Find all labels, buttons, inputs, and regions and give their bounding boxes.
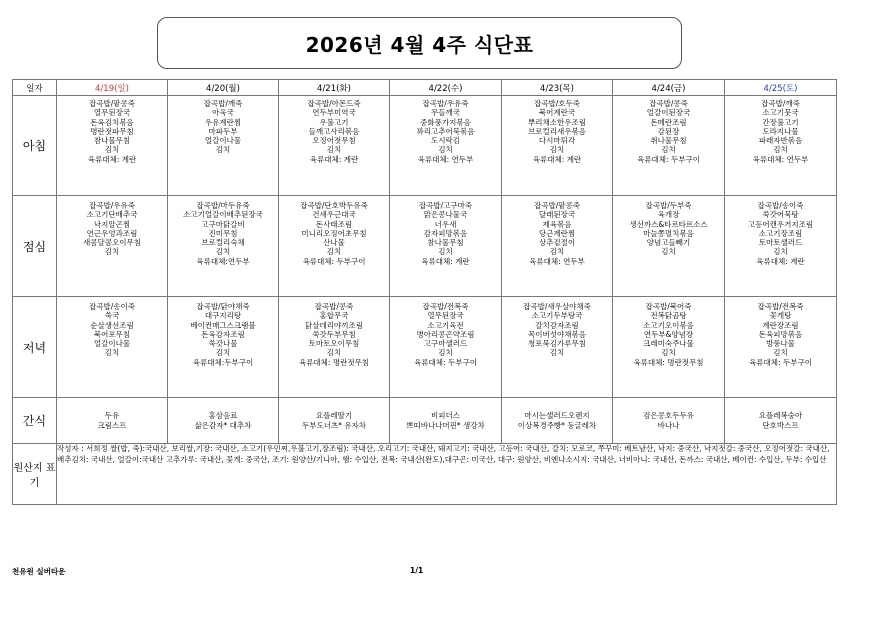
meal-row [13, 297, 837, 398]
day-header: 4/23(목) [502, 80, 613, 96]
menu-item: 이상복경주빵* 둥글레차 [517, 420, 597, 430]
menu-item: 너우새 [434, 219, 457, 229]
menu-item: 육류대체: 계란 [309, 154, 359, 164]
menu-item: 육류대체:연두부 [196, 256, 250, 266]
menu-item: 소고기장조림 [758, 228, 803, 238]
meal-label: 저녁 [13, 297, 57, 398]
menu-item: 잡곡밥/새우살야채죽 [523, 302, 591, 311]
menu-item: 잡곡밥/깨죽 [761, 99, 800, 108]
menu-item: 도라지나물 [762, 126, 799, 136]
menu-item: 두부도너츠* 유자차 [301, 420, 367, 430]
menu-item: 북어계란국 [538, 108, 576, 118]
menu-item: 파래자반볶음 [758, 136, 803, 146]
menu-item: 꽈리고추어묵볶음 [416, 126, 475, 136]
menu-item: 돈메란조림 [650, 117, 687, 127]
menu-item: 잡곡밥/호두죽 [534, 99, 580, 108]
menu-item: 토마토샐러드 [758, 238, 803, 248]
menu-item: 간장불고기 [762, 117, 799, 127]
menu-cell [390, 96, 502, 196]
menu-item: 육류대체: 두부구이 [637, 154, 700, 164]
menu-cell [502, 297, 613, 398]
menu-item: 상추겉절이 [538, 238, 576, 248]
menu-cell [168, 297, 279, 398]
menu-cell [279, 297, 390, 398]
menu-item: 생선까스&타르타르소스 [629, 219, 708, 229]
menu-item: 열무된장국 [427, 311, 464, 321]
menu-item: 맑은콩나물국 [423, 210, 468, 220]
footer-org: 천유원 실버타운 [12, 567, 66, 576]
menu-item: 병아리콩곤약조림 [416, 329, 475, 339]
menu-item: 순살생선조림 [90, 320, 134, 330]
menu-item: 열무된장국 [93, 108, 131, 118]
menu-item: 육류대체: 두부구이 [749, 357, 812, 367]
menu-item: 진미무침 [208, 228, 238, 238]
menu-cell [279, 398, 390, 444]
menu-item: 돈육김치볶음 [90, 117, 134, 127]
menu-cell [390, 196, 502, 297]
menu-cell [613, 96, 725, 196]
menu-item: 김치 [326, 145, 342, 155]
title-box [157, 17, 682, 69]
origin-label: 원산지 표기 [13, 444, 57, 505]
menu-item: 목이버섯야채볶음 [528, 329, 586, 339]
meal-table [12, 79, 837, 505]
menu-item: 달래된장국 [538, 210, 576, 220]
menu-item: 잡곡밥/송이죽 [757, 201, 804, 210]
menu-item: 크래미숙주나물 [643, 339, 694, 349]
menu-item: 육류대체: 명란젓무침 [298, 357, 370, 367]
menu-item: 육류대체:두부구이 [192, 357, 254, 367]
menu-item: 마시는샐러드오렌지 [524, 411, 590, 421]
menu-cell [168, 398, 279, 444]
menu-item: 잡곡밥/송이죽 [89, 302, 135, 311]
menu-item: 육류대체: 연두부 [529, 256, 585, 266]
menu-item: 중화풍가지볶음 [420, 117, 471, 127]
menu-item: 잡곡밥/북어죽 [645, 302, 692, 311]
menu-item: 홍합무국 [319, 311, 349, 321]
menu-item: 우유계란찜 [204, 117, 242, 127]
menu-item: 김치 [661, 348, 676, 358]
menu-item: 새콤달콤오이무침 [83, 238, 141, 248]
menu-cell [279, 196, 390, 297]
menu-item: 얼갈이된장국 [646, 108, 691, 118]
menu-item: 아욱국 [212, 108, 234, 118]
menu-item: 제육볶음 [542, 219, 572, 229]
menu-item: 낙지알곤찜 [93, 219, 131, 229]
menu-item: 우불고기 [319, 117, 349, 127]
day-header: 4/25(토) [725, 80, 837, 96]
menu-item: 마파두부 [208, 126, 238, 136]
menu-item: 육류대체: 연두부 [417, 154, 474, 164]
origin-row [13, 444, 837, 505]
menu-item: 마늘쫑멸치볶음 [643, 228, 694, 238]
menu-item: 김치 [215, 348, 231, 358]
menu-item: 토마토오이무침 [308, 339, 360, 349]
page-title: 2026년 4월 4주 식단표 [305, 32, 534, 57]
menu-item: 무들깨국 [431, 108, 460, 118]
menu-item: 당근계란찜 [538, 228, 576, 238]
menu-item: 양념고들빼기 [646, 238, 691, 248]
menu-item: 소고기단배추국 [86, 210, 138, 220]
menu-item: 육개장 [657, 210, 680, 220]
menu-item: 꽃게탕 [769, 311, 792, 321]
menu-item: 소고기육전 [427, 320, 464, 330]
meal-row [13, 398, 837, 444]
day-header: 4/19(일) [57, 80, 168, 96]
menu-item: 돈사태조림 [315, 219, 353, 229]
menu-item: 산나물 [323, 238, 345, 248]
menu-item: 얼갈이나물 [93, 339, 131, 349]
menu-item: 잡곡밥/닭야채죽 [196, 302, 250, 311]
menu-item: 베이컨매그스크램블 [190, 320, 256, 330]
menu-item: 잡곡밥/전복죽 [757, 302, 804, 311]
menu-item: 김치 [549, 348, 565, 358]
menu-item: 뿌리채소한우조림 [528, 117, 586, 127]
menu-item: 고등어캔우거지조림 [747, 219, 814, 229]
page-number: 1/1 [410, 566, 424, 575]
menu-item: 김치 [104, 348, 120, 358]
menu-item: 홍삼음료 [208, 411, 238, 421]
menu-item: 육류대체: 계란 [421, 256, 470, 266]
menu-item: 김치 [549, 145, 565, 155]
menu-item: 청포묵김가루무침 [528, 339, 586, 349]
menu-item: 취나물무침 [650, 136, 687, 146]
day-header: 4/20(월) [168, 80, 279, 96]
day-header: 4/22(수) [390, 80, 502, 96]
meal-row [13, 96, 837, 196]
menu-item: 육류대체: 계란 [756, 256, 805, 266]
menu-item: 명란젓파무침 [90, 126, 134, 136]
menu-item: 전복닭곰탕 [650, 311, 687, 321]
menu-item: 연근우엉과조림 [86, 228, 138, 238]
menu-item: 북어포무침 [93, 329, 131, 339]
menu-item: 쑥갓두부무침 [312, 329, 356, 339]
menu-item: 잡곡밥/콩죽 [314, 302, 354, 311]
menu-cell [57, 96, 168, 196]
menu-item: 소고기뭇국 [762, 108, 799, 118]
menu-cell [279, 96, 390, 196]
menu-item: 브로컬리새우볶음 [528, 126, 586, 136]
menu-cell [613, 398, 725, 444]
menu-item: 다시마튀각 [538, 136, 576, 146]
menu-item: 얼갈이나물 [204, 136, 242, 146]
menu-item: 육류대체: 계란 [532, 154, 582, 164]
menu-cell [502, 96, 613, 196]
menu-item: 돈육감자조림 [201, 329, 245, 339]
menu-item: 갈치감자조림 [535, 320, 579, 330]
menu-item: 김치 [438, 145, 453, 155]
menu-item: 잡곡밥/팥콩죽 [534, 201, 580, 210]
menu-item: 김치 [773, 348, 788, 358]
menu-item: 잡곡밥/고구마죽 [418, 201, 473, 210]
menu-item: 잡곡밥/두부죽 [645, 201, 692, 210]
header-row [13, 80, 837, 96]
menu-item: 잡곡밥/팥콩죽 [89, 99, 135, 108]
menu-item: 삶은감자* 대추차 [194, 420, 252, 430]
meal-label: 간식 [13, 398, 57, 444]
menu-item: 육류대체: 두부구이 [414, 357, 477, 367]
menu-cell [502, 196, 613, 297]
menu-item: 잡곡밥/단호박두유죽 [300, 201, 368, 210]
meal-label: 점심 [13, 196, 57, 297]
menu-item: 대구지리탕 [204, 311, 242, 321]
menu-item: 김치 [326, 247, 342, 257]
menu-item: 잡곡밥/콩죽 [649, 99, 688, 108]
menu-item: 김치 [438, 348, 453, 358]
day-header: 4/24(금) [613, 80, 725, 96]
menu-item: 잡곡밥/아몬드죽 [307, 99, 361, 108]
menu-cell [57, 297, 168, 398]
menu-cell [613, 297, 725, 398]
meal-label: 아침 [13, 96, 57, 196]
menu-item: 도시락김 [431, 136, 460, 146]
menu-item: 김치 [661, 247, 676, 257]
menu-item: 육류대체: 계란 [87, 154, 137, 164]
menu-item: 김치 [438, 247, 453, 257]
menu-item: 두유 [104, 411, 120, 421]
menu-item: 잡곡밥/우유죽 [422, 99, 469, 108]
menu-item: 비피더스 [431, 411, 460, 421]
menu-item: 감자피망볶음 [423, 228, 468, 238]
menu-item: 김치 [104, 247, 120, 257]
menu-item: 크림스프 [97, 420, 127, 430]
menu-item: 잡곡밥/마두유죽 [196, 201, 250, 210]
menu-item: 미니리오징어초무침 [301, 228, 367, 238]
menu-item: 김치 [661, 145, 676, 155]
menu-item: 쑥갓어묵탕 [762, 210, 799, 220]
menu-item: 돈육피망볶음 [758, 329, 803, 339]
menu-item: 육류대체: 명란젓무침 [633, 357, 704, 367]
menu-cell [725, 297, 837, 398]
menu-item: 요플레복숭아 [758, 411, 803, 421]
origin-text: 작성자 : 서희정 쌀(밥, 죽):국내산, 보리쌀,기장: 국내산, 소고기(우민찌,우불고기,장조림): 국내산, 오리고기: 국내산, 돼지고기: 국내산, 고등어: 국내산, 갈치: 모로코, 쭈꾸미: 베트남산, 낙지: 중국산, 낙지젓갈: 중국산, 오징어젓갈: 국내산, 배추김치: 국내산, 얼갈이:국내산 고추가루: 국내산, 꽃게: 중국산, 조기: 원양산/기니아, 햄: 수입산, 전복: 국내산(완도),대구곤: 미국산, 대구: 원양산, 비엔나소시지: 국내산, 너비아니: 국내산, 돈까스: 국내산, 베이컨: 수입산, 두부: 수입산 [57, 444, 837, 505]
menu-item: 김치 [215, 145, 231, 155]
menu-item: 방풍나물 [766, 339, 795, 349]
menu-item: 브로컬리숙채 [201, 238, 245, 248]
menu-item: 연두부미역국 [312, 108, 356, 118]
menu-item: 감된장 [657, 126, 680, 136]
menu-item: 참나물무침 [427, 238, 464, 248]
menu-item: 계란장조림 [762, 320, 799, 330]
menu-cell [613, 196, 725, 297]
menu-item: 참나물무침 [93, 136, 131, 146]
menu-item: 쁘띠바나나머핀* 생강차 [406, 420, 485, 430]
menu-item: 잡곡밥/깨죽 [203, 99, 243, 108]
menu-cell [390, 398, 502, 444]
menu-cell [168, 96, 279, 196]
menu-item: 육류대체: 두부구이 [302, 256, 366, 266]
menu-item: 김치 [326, 348, 342, 358]
menu-item: 김치 [773, 145, 788, 155]
menu-item: 김치 [773, 247, 788, 257]
menu-item: 김치 [215, 247, 231, 257]
menu-item: 들깨고사리볶음 [308, 126, 360, 136]
menu-item: 쑥갓나물 [208, 339, 238, 349]
menu-item: 쑥국 [104, 311, 120, 321]
menu-item: 단호박스프 [762, 420, 799, 430]
menu-item: 건새우근대국 [312, 210, 356, 220]
menu-cell [502, 398, 613, 444]
menu-item: 오징어젓무침 [312, 136, 356, 146]
menu-item: 소고기오이볶음 [643, 320, 694, 330]
menu-cell [725, 96, 837, 196]
day-header: 4/21(화) [279, 80, 390, 96]
menu-item: 잡곡밥/우유죽 [89, 201, 135, 210]
menu-item: 바나나 [657, 420, 680, 430]
menu-item: 잡곡밥/전복죽 [422, 302, 469, 311]
menu-cell [390, 297, 502, 398]
menu-item: 소고기얼갈이배추된장국 [183, 210, 263, 220]
menu-item: 검은콩호두두유 [643, 411, 694, 421]
menu-item: 김치 [104, 145, 120, 155]
menu-item: 요플레딸기 [315, 411, 353, 421]
menu-item: 닭살데리야끼조림 [305, 320, 363, 330]
menu-item: 연두부&양념장 [643, 329, 694, 339]
header-label: 일자 [13, 80, 57, 96]
menu-item: 소고기두부탕국 [531, 311, 583, 321]
menu-cell [725, 398, 837, 444]
menu-item: 고구마샐러드 [423, 339, 468, 349]
menu-cell [168, 196, 279, 297]
menu-cell [57, 398, 168, 444]
menu-cell [57, 196, 168, 297]
menu-item: 고구마닭갈비 [201, 219, 245, 229]
meal-row [13, 196, 837, 297]
meal-body [13, 96, 837, 505]
menu-item: 육류대체: 연두부 [752, 154, 809, 164]
menu-cell [725, 196, 837, 297]
menu-item: 김치 [549, 247, 565, 257]
